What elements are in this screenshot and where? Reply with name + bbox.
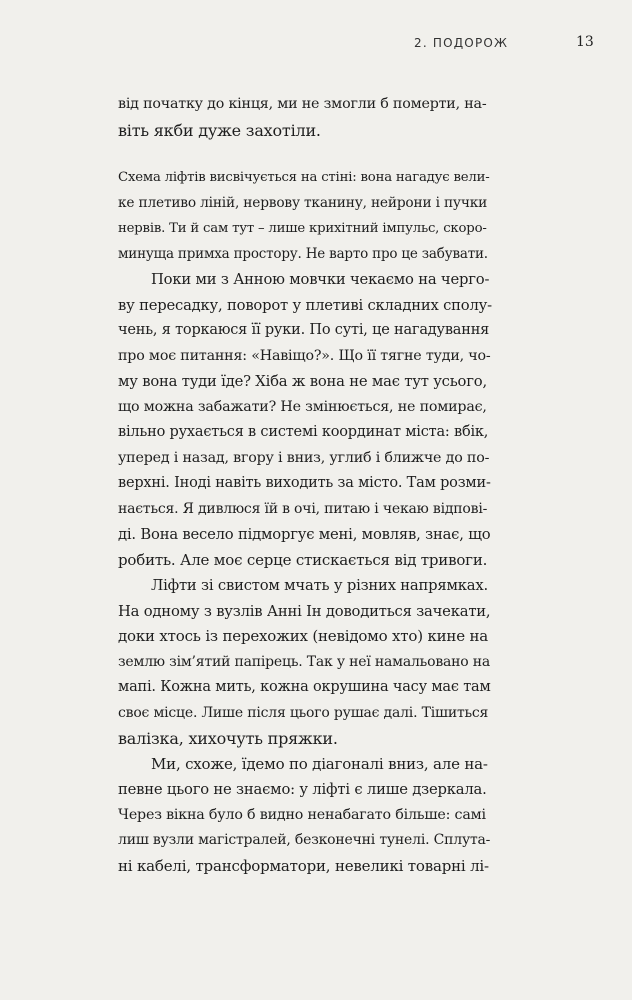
text-line: валізка, хихочуть пряжки. — [118, 729, 338, 748]
text-line: Поки ми з Анною мовчки чекаємо на черго- — [151, 271, 490, 288]
text-line: му вона туди їде? Хіба ж вона не має тут усього, — [118, 373, 487, 390]
text-line: певне цього не знаємо: у ліфті є лише дзеркала. — [118, 781, 487, 798]
body-text — [118, 92, 492, 879]
text-line: робить. Але моє серце стискається від тривоги. — [118, 550, 488, 569]
text-line: ке плетиво ліній, нервову тканину, нейрони і пучки — [118, 194, 488, 211]
paragraph — [118, 573, 492, 752]
text-line: Ліфти зі свистом мчать у різних напрямках. — [151, 577, 488, 594]
text-line: Через вікна було б видно ненабагато більше: самі — [118, 806, 486, 823]
text-line: вільно рухається в системі координат міста: вбік, — [118, 424, 489, 440]
text-line: віть якби дуже захотіли. — [118, 120, 321, 140]
text-line: про моє питання: «Навіщо?». Що її тягне туди, чо- — [118, 347, 491, 364]
text-line: минуща примха простору. Не варто про це забувати. — [118, 245, 488, 262]
paragraph — [118, 267, 492, 573]
paragraph — [118, 165, 492, 267]
text-line: мапі. Кожна мить, кожна окрушина часу має там — [118, 679, 491, 695]
text-line: лиш вузли магістралей, безконечні тунелі. Сплута- — [118, 832, 491, 848]
text-line: що можна забажати? Не змінюється, не помирає, — [118, 398, 487, 415]
text-line: нається. Я дивлюся їй в очі, питаю і чекаю відпові- — [118, 500, 488, 517]
text-line: своє місце. Лише після цього рушає далі. Тішиться — [118, 704, 489, 721]
running-head: 2. ПОДОРОЖ — [414, 36, 509, 50]
text-line: ді. Вона весело підморгує мені, мовляв, знає, що — [118, 526, 491, 543]
text-line: від початку до кінця, ми не змогли б померти, на- — [118, 96, 487, 112]
page-number: 13 — [576, 34, 594, 50]
text-line: На одному з вузлів Анні Ін доводиться зачекати, — [118, 602, 491, 620]
text-line: уперед і назад, вгору і вниз, углиб і ближче до по- — [118, 449, 490, 466]
text-line: нервів. Ти й сам тут – лише крихітний імпульс, скоро- — [118, 221, 487, 236]
text-line: доки хтось із перехожих (невідомо хто) кине на — [118, 627, 489, 645]
text-line: Схема ліфтів висвічується на стіні: вона нагадує вели- — [118, 170, 490, 185]
paragraph — [118, 752, 492, 880]
text-line: чень, я торкаюся її руки. По суті, це нагадування — [118, 322, 490, 338]
text-line: землю зім’ятий папірець. Так у неї намальовано на — [118, 653, 491, 670]
text-line: ні кабелі, трансформатори, невеликі товарні лі- — [118, 856, 489, 875]
paragraph — [118, 92, 492, 143]
text-line: ву пересадку, поворот у плетиві складних сполу- — [118, 296, 492, 314]
text-line: Ми, схоже, їдемо по діагоналі вниз, але на- — [151, 754, 488, 773]
paragraph-gap — [118, 143, 492, 165]
text-line: верхні. Іноді навіть виходить за місто. Там розми- — [118, 475, 491, 491]
